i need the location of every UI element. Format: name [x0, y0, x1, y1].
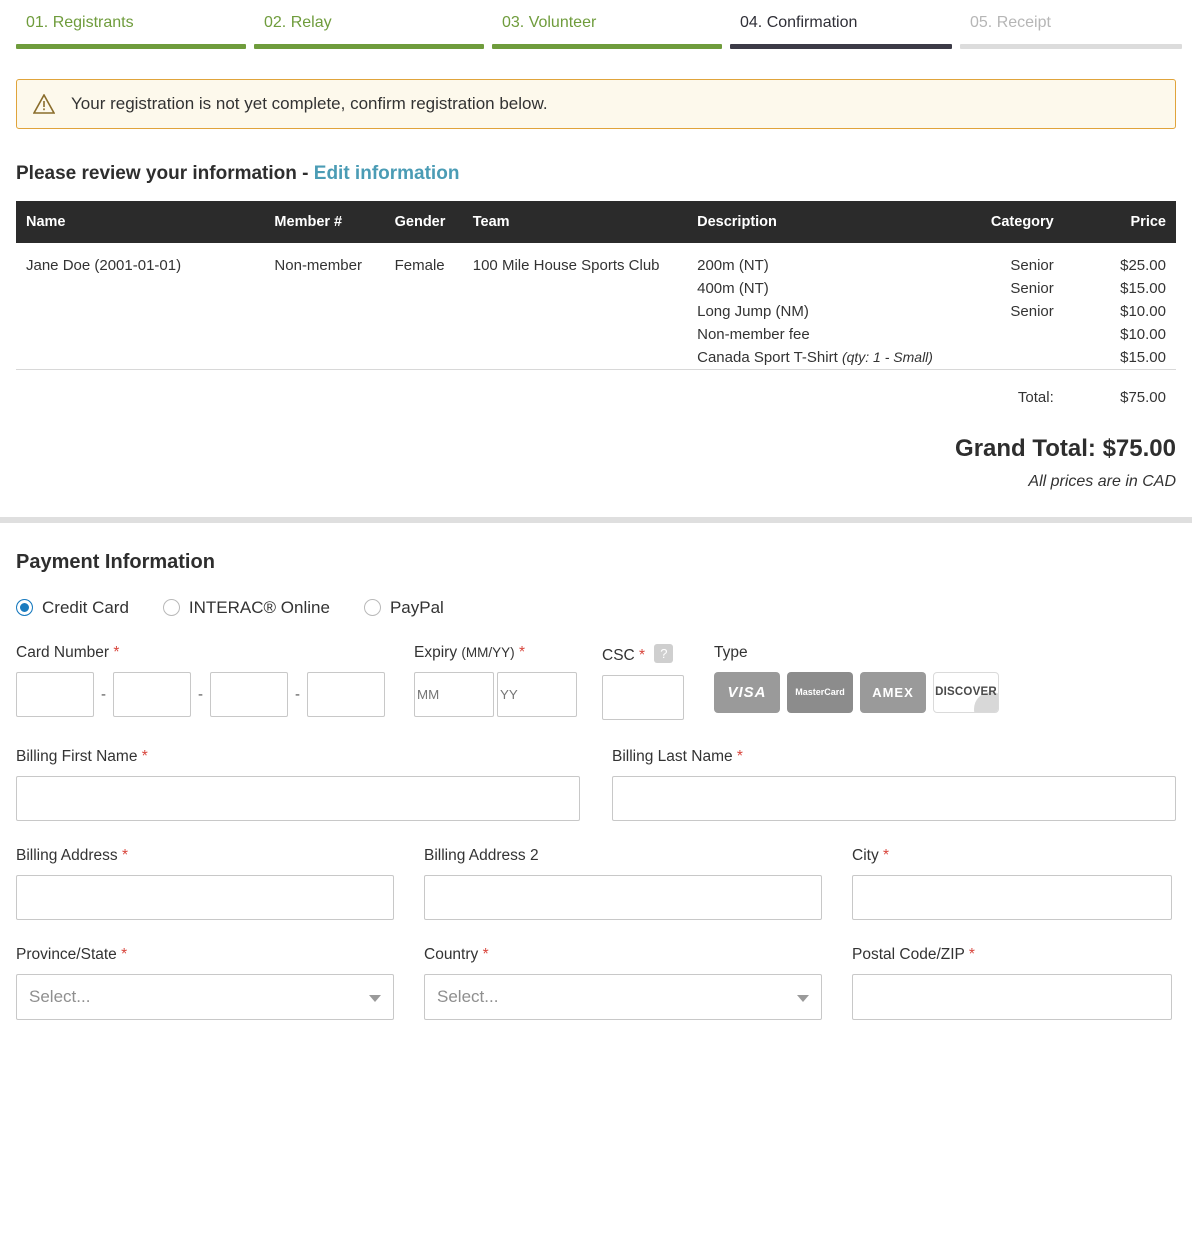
separator-dash: -	[295, 685, 300, 703]
country-select[interactable]	[424, 974, 822, 1020]
card-number-label	[16, 644, 414, 662]
cell-price: $10.00	[1120, 326, 1166, 343]
required-marker: *	[482, 945, 489, 963]
cell-category: Senior	[1010, 257, 1054, 274]
province-selected-value: Select...	[29, 986, 91, 1006]
province-label	[16, 946, 394, 964]
postal-input[interactable]	[852, 974, 1172, 1020]
radio-icon-selected[interactable]	[16, 599, 33, 616]
cell-description-text: Canada Sport T-Shirt	[697, 349, 838, 366]
table-row	[16, 323, 1176, 346]
billing-first-name-group	[16, 748, 580, 821]
visa-icon: VISA	[714, 672, 780, 713]
billing-first-name-input[interactable]	[16, 776, 580, 821]
cell-price: $15.00	[1120, 280, 1166, 297]
step-label: 04. Confirmation	[740, 14, 858, 31]
city-input[interactable]	[852, 875, 1172, 920]
separator-dash: -	[101, 685, 106, 703]
total-value: $75.00	[1120, 388, 1166, 406]
col-name: Name	[16, 201, 264, 243]
grand-total: Grand Total: $75.00	[955, 434, 1176, 462]
payment-method-paypal[interactable]	[364, 598, 444, 618]
discover-label: DISCOVER	[935, 686, 997, 698]
review-heading	[16, 163, 1176, 185]
expiry-inputs	[414, 672, 602, 717]
billing-address-input[interactable]	[16, 875, 394, 920]
csc-label-text: CSC	[602, 646, 635, 664]
cell-registrant-name: Jane Doe (2001-01-01)	[26, 257, 182, 274]
col-member: Member #	[264, 201, 384, 243]
review-heading-text: Please review your information -	[16, 163, 309, 184]
postal-label-text: Postal Code/ZIP	[852, 945, 965, 963]
step-relay[interactable]	[254, 10, 484, 49]
required-marker: *	[736, 747, 743, 765]
postal-group	[852, 946, 1172, 1020]
cell-gender: Female	[394, 257, 445, 274]
radio-icon[interactable]	[163, 599, 180, 616]
billing-address2-label: Billing Address 2	[424, 846, 539, 864]
province-label-text: Province/State	[16, 945, 117, 963]
progress-steps	[16, 0, 1176, 49]
country-label-text: Country	[424, 945, 479, 963]
table-row	[16, 277, 1176, 300]
col-gender: Gender	[385, 201, 463, 243]
total-row	[16, 371, 1176, 409]
card-type-label: Type	[714, 643, 748, 661]
expiry-format-note: (MM/YY)	[461, 644, 515, 660]
billing-first-name-label-text: Billing First Name	[16, 747, 138, 765]
required-marker: *	[141, 747, 148, 765]
csc-group	[602, 644, 714, 720]
help-question-icon[interactable]: ?	[654, 644, 673, 663]
col-description: Description	[687, 201, 955, 243]
payment-method-group	[16, 598, 1176, 618]
cell-description-detail: (qty: 1 - Small)	[841, 349, 933, 365]
country-selected-value: Select...	[437, 986, 499, 1006]
cell-price: $15.00	[1120, 349, 1166, 366]
city-group	[852, 847, 1172, 920]
amex-icon: AMEX	[860, 672, 926, 713]
discover-icon	[933, 672, 999, 713]
expiry-label-text: Expiry	[414, 643, 458, 661]
cell-description: Non-member fee	[697, 326, 810, 343]
cell-category	[956, 323, 1064, 346]
step-confirmation[interactable]	[730, 10, 952, 49]
country-group	[424, 946, 822, 1020]
step-receipt	[960, 10, 1182, 49]
expiry-group	[414, 644, 602, 717]
card-details-row	[16, 644, 1176, 720]
card-number-part-3[interactable]	[210, 672, 288, 717]
billing-name-row	[16, 748, 1176, 821]
card-number-group	[16, 644, 414, 717]
separator-dash: -	[198, 685, 203, 703]
cell-description: 200m (NT)	[697, 257, 769, 274]
city-label	[852, 847, 1172, 865]
cell-price: $10.00	[1120, 303, 1166, 320]
csc-input[interactable]	[602, 675, 684, 720]
step-label: 01. Registrants	[26, 14, 134, 31]
cell-team: 100 Mile House Sports Club	[472, 257, 660, 274]
table-row	[16, 346, 1176, 370]
section-divider	[0, 517, 1192, 523]
cell-description: Long Jump (NM)	[697, 303, 809, 320]
card-number-part-4[interactable]	[307, 672, 385, 717]
cell-category	[956, 346, 1064, 370]
postal-label	[852, 946, 1172, 964]
step-bar	[730, 44, 952, 49]
required-marker: *	[968, 945, 975, 963]
required-marker: *	[121, 846, 129, 864]
required-marker: *	[518, 643, 525, 661]
step-registrants[interactable]	[16, 10, 246, 49]
city-label-text: City	[852, 846, 879, 864]
expiry-month-input[interactable]	[414, 672, 494, 717]
billing-address2-input[interactable]	[424, 875, 822, 920]
billing-last-name-label-text: Billing Last Name	[612, 747, 733, 765]
billing-region-row	[16, 946, 1176, 1020]
edit-information-link[interactable]: Edit information	[313, 163, 460, 184]
cell-description	[687, 346, 955, 370]
payment-method-label: PayPal	[389, 597, 444, 617]
step-volunteer[interactable]	[492, 10, 722, 49]
step-label: 02. Relay	[264, 14, 332, 31]
step-label: 03. Volunteer	[502, 14, 597, 31]
step-bar	[492, 44, 722, 49]
billing-first-name-label	[16, 748, 580, 766]
cell-description: 400m (NT)	[697, 280, 769, 297]
billing-address-label	[16, 847, 394, 865]
table-body	[16, 243, 1176, 409]
col-price: Price	[1064, 201, 1176, 243]
chevron-down-icon[interactable]	[369, 995, 381, 1002]
payment-method-label: INTERAC® Online	[188, 597, 330, 617]
registration-summary-table	[16, 201, 1176, 409]
required-marker: *	[113, 643, 120, 661]
total-label: Total:	[1017, 388, 1054, 406]
required-marker: *	[883, 846, 890, 864]
registration-incomplete-alert	[16, 79, 1176, 129]
cell-member: Non-member	[274, 257, 362, 274]
card-type-group	[714, 644, 1044, 713]
step-bar	[960, 44, 1182, 49]
card-number-label-text: Card Number	[16, 643, 110, 661]
cell-category: Senior	[1010, 303, 1054, 320]
col-category: Category	[956, 201, 1064, 243]
table-row	[16, 243, 1176, 277]
card-number-inputs	[16, 672, 414, 717]
required-marker: *	[121, 945, 128, 963]
card-number-part-2[interactable]	[113, 672, 191, 717]
expiry-year-input[interactable]	[497, 672, 577, 717]
alert-message: Your registration is not yet complete, confirm registration below.	[71, 94, 548, 113]
step-bar	[254, 44, 484, 49]
card-number-part-1[interactable]	[16, 672, 94, 717]
billing-last-name-label	[612, 748, 1176, 766]
col-team: Team	[463, 201, 687, 243]
payment-method-label: Credit Card	[42, 597, 129, 617]
billing-address-row	[16, 847, 1176, 920]
country-label	[424, 946, 822, 964]
payment-method-interac[interactable]	[163, 598, 330, 618]
mastercard-icon: MasterCard	[787, 672, 853, 713]
step-bar	[16, 44, 246, 49]
required-marker: *	[639, 646, 646, 664]
currency-note: All prices are in CAD	[1028, 472, 1176, 490]
table-row	[16, 300, 1176, 323]
payment-information-heading: Payment Information	[16, 550, 215, 573]
billing-last-name-group	[612, 748, 1176, 821]
province-group	[16, 946, 394, 1020]
warning-triangle-icon	[33, 94, 55, 114]
csc-label	[602, 644, 714, 665]
table-header	[16, 201, 1176, 243]
card-type-icons	[714, 672, 1044, 713]
cell-price: $25.00	[1120, 257, 1166, 274]
chevron-down-icon[interactable]	[797, 995, 809, 1002]
billing-last-name-input[interactable]	[612, 776, 1176, 821]
billing-address2-group	[424, 847, 822, 920]
billing-address-label-text: Billing Address	[16, 846, 118, 864]
expiry-label	[414, 644, 602, 662]
radio-icon[interactable]	[364, 599, 381, 616]
billing-address-group	[16, 847, 394, 920]
province-select[interactable]	[16, 974, 394, 1020]
cell-category: Senior	[1010, 280, 1054, 297]
step-label: 05. Receipt	[970, 14, 1051, 31]
payment-method-credit-card[interactable]	[16, 598, 129, 618]
